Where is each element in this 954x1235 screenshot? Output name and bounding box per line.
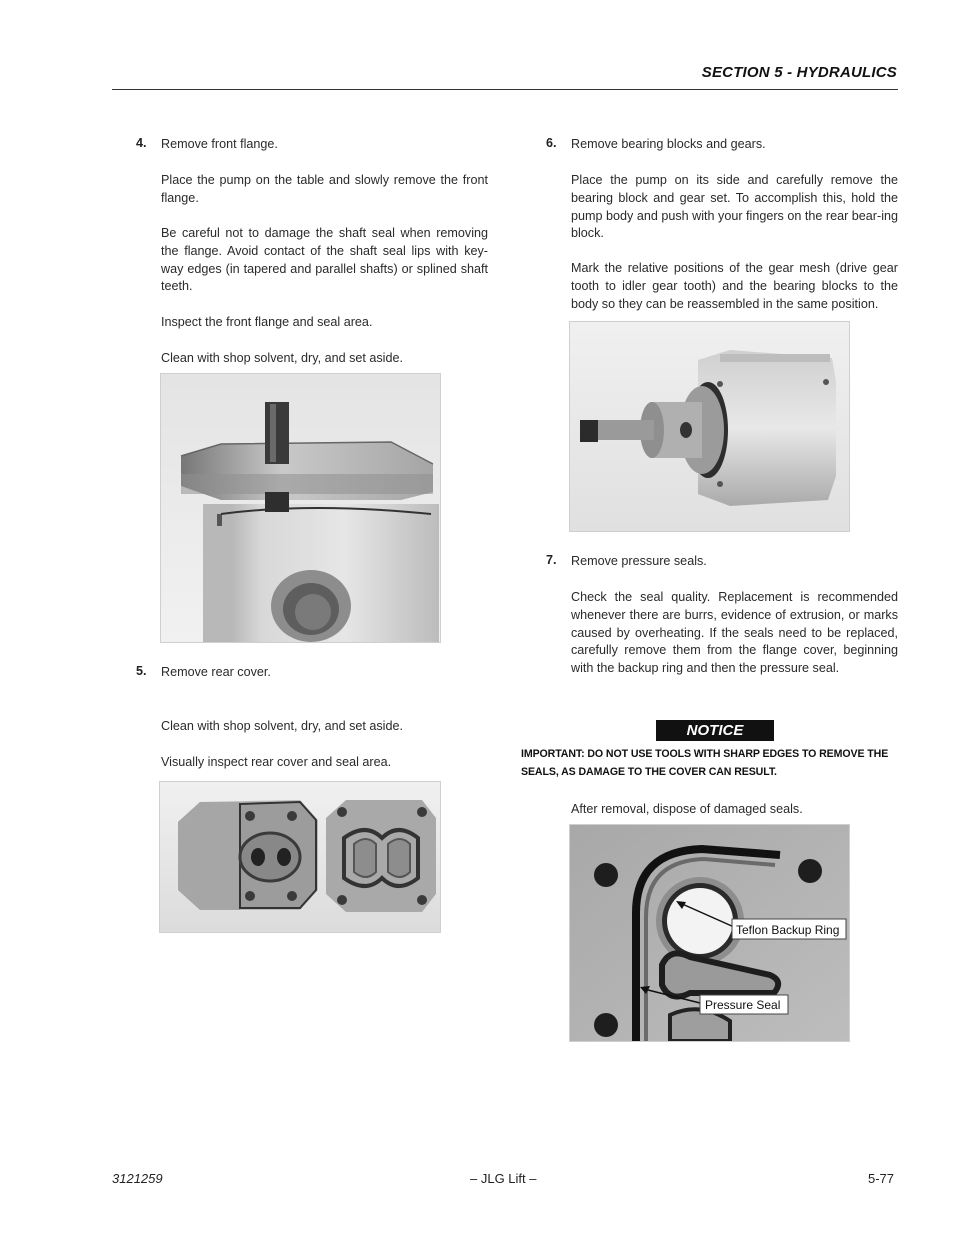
pressure-seal-photo bbox=[569, 824, 850, 1042]
header-rule bbox=[112, 89, 898, 90]
step-4-paragraph-3: Inspect the front flange and seal area. bbox=[161, 315, 373, 329]
step-5-title: Remove rear cover. bbox=[161, 665, 271, 679]
rear-cover-photo bbox=[159, 781, 441, 933]
step-6-paragraph-2: Mark the relative positions of the gear mesh (drive gear tooth to idler gear tooth) and the bearing blocks to the body so they can be reassembled in the same position. bbox=[571, 261, 898, 311]
step-6-paragraph-1: Place the pump on its side and carefully remove the bearing block and gear set. To accomplish this, hold the pump body and push with your fingers on the rear bear-ing block. bbox=[571, 173, 898, 241]
step-4-title: Remove front flange. bbox=[161, 137, 278, 151]
step-4-paragraph-1: Place the pump on the table and slowly remove the front flange. bbox=[161, 173, 488, 205]
step-5-paragraph-2: Visually inspect rear cover and seal area. bbox=[161, 755, 392, 769]
section-title: SECTION 5 - HYDRAULICS bbox=[701, 64, 897, 81]
step-5-number: 5. bbox=[136, 664, 147, 678]
bearing-blocks-photo bbox=[569, 321, 850, 532]
important-notice-text: IMPORTANT: DO NOT USE TOOLS WITH SHARP EDGES TO REMOVE THE SEALS, AS DAMAGE TO THE COVER CAN RESULT. bbox=[521, 748, 889, 778]
step-6-title: Remove bearing blocks and gears. bbox=[571, 137, 766, 151]
pressure-seal-label: Pressure Seal bbox=[705, 998, 781, 1012]
step-5-paragraph-1: Clean with shop solvent, dry, and set aside. bbox=[161, 719, 403, 733]
step-7-title: Remove pressure seals. bbox=[571, 554, 707, 568]
after-removal-text: After removal, dispose of damaged seals. bbox=[571, 802, 803, 816]
teflon-backup-ring-label: Teflon Backup Ring bbox=[736, 923, 840, 937]
footer-doc-number: 3121259 bbox=[112, 1171, 163, 1186]
step-4-number: 4. bbox=[136, 136, 147, 150]
footer-center: – JLG Lift – bbox=[470, 1171, 537, 1186]
step-4-paragraph-4: Clean with shop solvent, dry, and set aside. bbox=[161, 351, 403, 365]
footer-page-number: 5-77 bbox=[868, 1171, 895, 1186]
step-7-number: 7. bbox=[546, 553, 557, 567]
front-flange-photo bbox=[160, 373, 441, 643]
step-6-number: 6. bbox=[546, 136, 557, 150]
notice-badge: NOTICE bbox=[656, 720, 774, 741]
step-4-paragraph-2: Be careful not to damage the shaft seal when removing the flange. Avoid contact of the shaft seal lips with key-way edges (in tapered and parallel shafts) or splined shaft teeth. bbox=[161, 226, 488, 294]
step-7-paragraph-1: Check the seal quality. Replacement is recommended whenever there are burrs, evidence of extrusion, or marks caused by overheating. If the seals need to be replaced, carefully remove them from the flange cover, beginning with the backup ring and then the pressure seal. bbox=[571, 590, 898, 676]
